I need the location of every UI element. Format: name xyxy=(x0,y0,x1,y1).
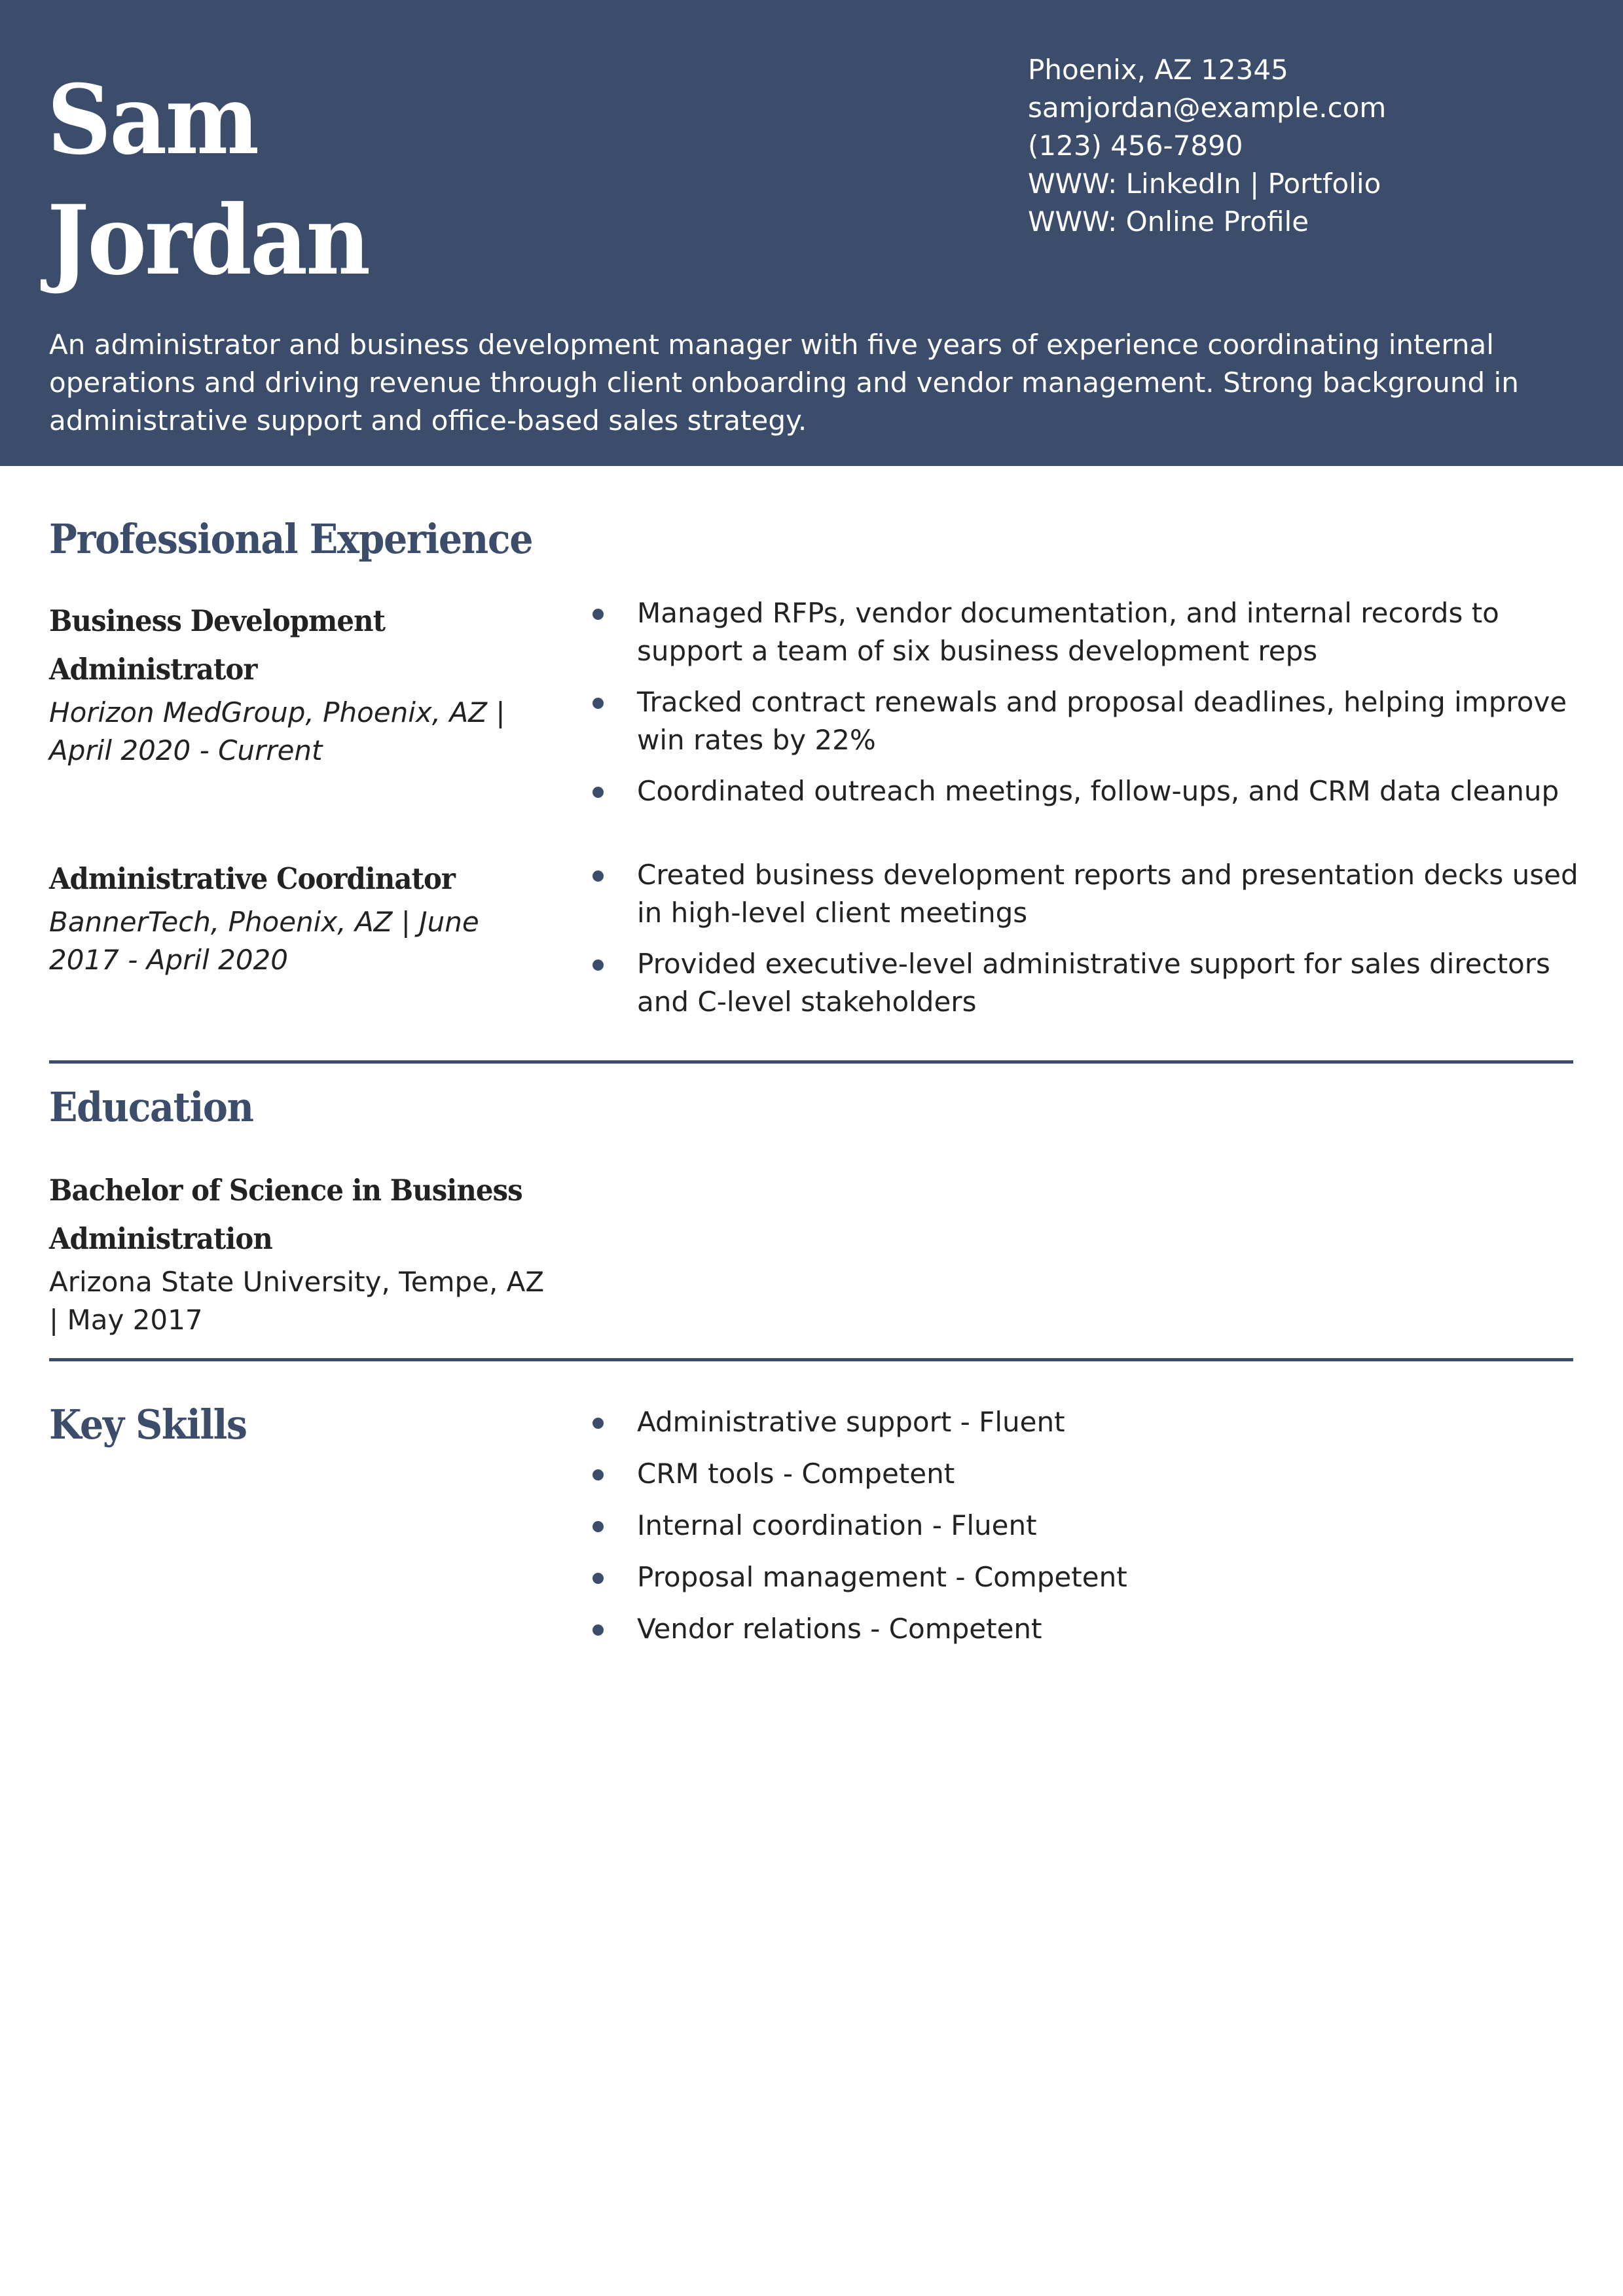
section-title-education: Education xyxy=(49,1083,253,1131)
bullet-icon xyxy=(593,1418,604,1429)
job-entry-2-info xyxy=(49,855,547,979)
job-title: Business Development Administrator xyxy=(49,603,386,687)
section-title-experience: Professional Experience xyxy=(49,515,533,563)
contact-links-online-profile[interactable]: WWW: Online Profile xyxy=(1028,206,1309,238)
candidate-name xyxy=(47,60,369,301)
resume-header xyxy=(0,0,1623,466)
list-item: CRM tools - Competent xyxy=(593,1455,1588,1493)
job-entry-1-info xyxy=(49,597,547,770)
contact-location: Phoenix, AZ 12345 xyxy=(1028,54,1288,86)
degree-title: Bachelor of Science in Business Administration xyxy=(49,1173,522,1256)
bullet-icon xyxy=(593,1469,604,1480)
contact-phone: (123) 456-7890 xyxy=(1028,130,1243,162)
bullet-icon xyxy=(593,698,604,709)
first-name: Sam xyxy=(47,64,258,176)
bullet-icon xyxy=(593,870,604,882)
list-item: Vendor relations - Competent xyxy=(593,1610,1588,1648)
list-item: Managed RFPs, vendor documentation, and internal records to support a team of six business development reps xyxy=(593,594,1588,670)
job-entry-2-bullets xyxy=(593,856,1588,1021)
section-title-skills: Key Skills xyxy=(49,1401,247,1448)
job-company-dates: Horizon MedGroup, Phoenix, AZ | April 2020 - Current xyxy=(49,696,505,766)
contact-links-linkedin-portfolio[interactable]: WWW: LinkedIn | Portfolio xyxy=(1028,168,1381,200)
bullet-icon xyxy=(593,787,604,798)
bullet-icon xyxy=(593,609,604,620)
list-item: Administrative support - Fluent xyxy=(593,1403,1588,1441)
professional-summary: An administrator and business development manager with five years of experience coordinating internal operations and driving revenue through client onboarding and vendor management. Strong background in administrative support and office-based sales strategy. xyxy=(49,329,1519,437)
list-item: Tracked contract renewals and proposal deadlines, helping improve win rates by 22% xyxy=(593,683,1588,759)
list-item: Internal coordination - Fluent xyxy=(593,1507,1588,1545)
list-item: Proposal management - Competent xyxy=(593,1558,1588,1596)
list-item: Created business development reports and presentation decks used in high-level client meetings xyxy=(593,856,1588,932)
bullet-icon xyxy=(593,1624,604,1636)
bullet-icon xyxy=(593,1573,604,1584)
bullet-icon xyxy=(593,1521,604,1532)
education-entry xyxy=(49,1166,547,1339)
contact-email[interactable]: samjordan@example.com xyxy=(1028,92,1387,124)
skills-list xyxy=(593,1403,1588,1648)
list-item: Provided executive-level administrative support for sales directors and C-level stakeholders xyxy=(593,945,1588,1021)
list-item: Coordinated outreach meetings, follow-ups, and CRM data cleanup xyxy=(593,772,1588,810)
job-entry-1-bullets xyxy=(593,594,1588,810)
bullet-icon xyxy=(593,960,604,971)
section-divider xyxy=(49,1358,1573,1361)
last-name: Jordan xyxy=(47,185,369,296)
section-divider xyxy=(49,1060,1573,1064)
school-location-date: Arizona State University, Tempe, AZ | May 2017 xyxy=(49,1266,545,1336)
job-company-dates: BannerTech, Phoenix, AZ | June 2017 - April 2020 xyxy=(49,906,479,976)
job-title: Administrative Coordinator xyxy=(49,861,456,896)
contact-block xyxy=(1028,51,1386,241)
